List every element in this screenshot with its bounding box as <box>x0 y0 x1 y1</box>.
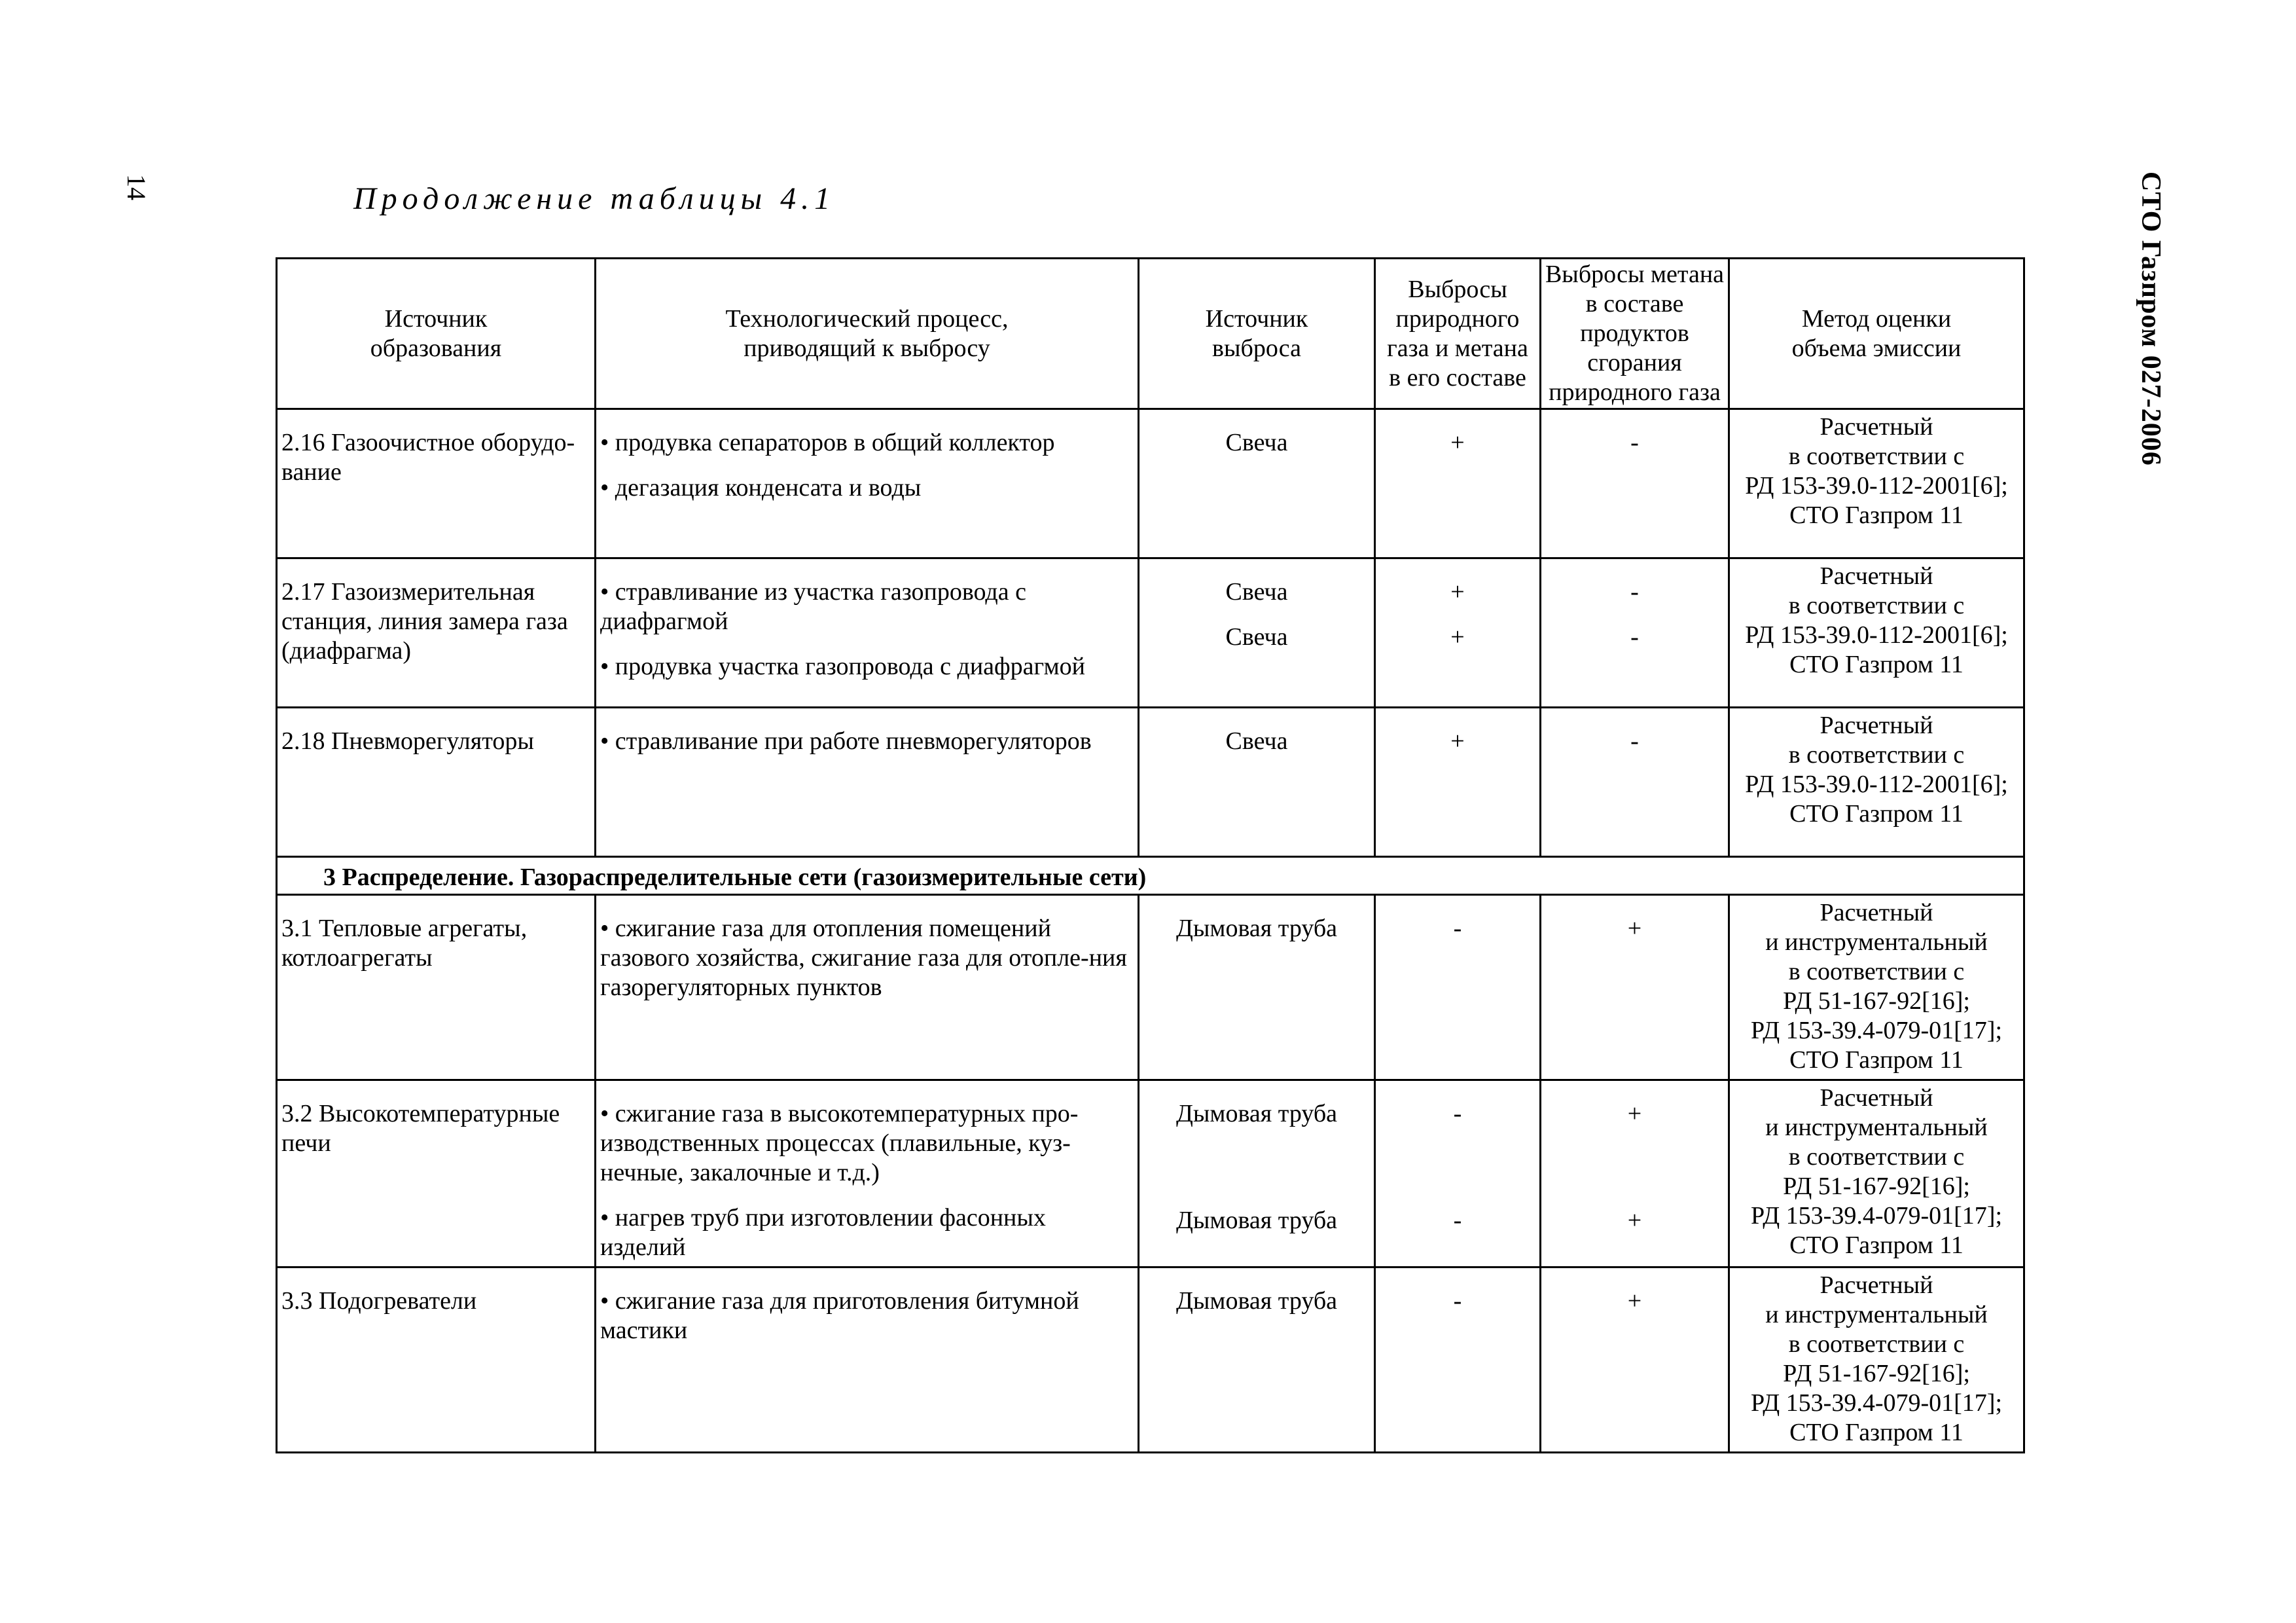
method-line: РД 153-39.0-112-2001[6]; <box>1745 472 2008 500</box>
process-cell <box>596 708 1139 857</box>
methane-cell <box>1541 1080 1729 1267</box>
emitter-cell <box>1139 558 1375 708</box>
process-item: • сжигание газа в высокотемпературных про-изводственных процессах (плавильные, куз-нечные, закалочные и т.д.) <box>600 1100 1079 1186</box>
table-row <box>277 558 2024 708</box>
method-line: СТО Газпром 11 <box>1789 651 1964 678</box>
method-line: РД 153-39.0-112-2001[6]; <box>1745 621 2008 649</box>
header-methane-emissions: Выбросы метана в составе продуктов сгорания природного газа <box>1541 259 1729 409</box>
method-cell <box>1729 1267 2024 1453</box>
method-cell <box>1729 708 2024 857</box>
process-cell <box>596 558 1139 708</box>
process-cell <box>596 409 1139 558</box>
gas-value: + <box>1450 578 1465 606</box>
gas-cell: + <box>1375 409 1541 558</box>
method-cell <box>1729 895 2024 1080</box>
gas-value: + <box>1450 623 1465 651</box>
process-item: • сжигание газа для отопления помещений газового хозяйства, сжигание газа для отопле-ния газорегуляторных пунктов <box>600 915 1127 1001</box>
method-line: СТО Газпром 11 <box>1789 1419 1964 1446</box>
emitter-cell <box>1139 1080 1375 1267</box>
method-cell <box>1729 1080 2024 1267</box>
methane-cell <box>1541 558 1729 708</box>
source-cell: 2.18 Пневморегуляторы <box>277 708 596 857</box>
source-cell: 2.16 Газоочистное оборудо-вание <box>277 409 596 558</box>
table-row <box>277 1267 2024 1453</box>
method-line: РД 51-167-92[16]; <box>1783 1173 1970 1200</box>
method-line: и инструментальный <box>1765 1114 1988 1141</box>
methane-value: + <box>1627 1100 1642 1127</box>
method-line: в соответствии с <box>1788 1330 1965 1358</box>
method-line: РД 51-167-92[16]; <box>1783 1360 1970 1387</box>
methane-value: + <box>1627 1207 1642 1234</box>
process-item: • стравливание из участка газопровода с диафрагмой <box>600 578 1026 635</box>
header-process: Технологический процесс, приводящий к выбросу <box>596 259 1139 409</box>
table-row <box>277 708 2024 857</box>
gas-cell: + <box>1375 708 1541 857</box>
table-row <box>277 409 2024 558</box>
method-line: в соответствии с <box>1788 592 1965 619</box>
methane-cell: + <box>1541 895 1729 1080</box>
method-line: РД 153-39.4-079-01[17]; <box>1750 1202 2003 1230</box>
gas-value: - <box>1453 1100 1462 1127</box>
method-line: и инструментальный <box>1765 1301 1988 1328</box>
method-line: в соответствии с <box>1788 741 1965 769</box>
emitter-value: Свеча <box>1225 578 1288 606</box>
emissions-table <box>276 257 2025 1453</box>
gas-cell <box>1375 1080 1541 1267</box>
process-item: • дегазация конденсата и воды <box>600 474 922 501</box>
emitter-cell: Дымовая труба <box>1139 895 1375 1080</box>
process-item: • продувка сепараторов в общий коллектор <box>600 429 1055 456</box>
gas-cell: - <box>1375 895 1541 1080</box>
emitter-value: Дымовая труба <box>1175 1207 1338 1234</box>
emitter-cell: Свеча <box>1139 708 1375 857</box>
source-cell: 3.3 Подогреватели <box>277 1267 596 1453</box>
method-line: Расчетный <box>1820 413 1933 441</box>
section-row <box>277 857 2024 895</box>
section-heading: 3 Распределение. Газораспределительные сети (газоизмерительные сети) <box>277 857 2024 895</box>
method-line: РД 153-39.4-079-01[17]; <box>1750 1017 2003 1044</box>
method-line: РД 153-39.4-079-01[17]; <box>1750 1389 2003 1417</box>
method-line: в соответствии с <box>1788 1143 1965 1171</box>
document-code: СТО Газпром 027-2006 <box>2136 172 2166 466</box>
emitter-cell: Дымовая труба <box>1139 1267 1375 1453</box>
method-line: в соответствии с <box>1788 443 1965 470</box>
header-method: Метод оценки объема эмиссии <box>1729 259 2024 409</box>
process-cell <box>596 895 1139 1080</box>
methane-cell: - <box>1541 708 1729 857</box>
table-caption: Продолжение таблицы 4.1 <box>353 181 836 216</box>
methane-value: - <box>1630 623 1639 651</box>
process-item: • продувка участка газопровода с диафрагмой <box>600 653 1085 680</box>
emitter-value: Свеча <box>1225 623 1288 651</box>
method-line: СТО Газпром 11 <box>1789 800 1964 828</box>
gas-cell: - <box>1375 1267 1541 1453</box>
gas-value: - <box>1453 1207 1462 1234</box>
method-line: Расчетный <box>1820 899 1933 926</box>
source-cell: 3.2 Высокотемпературные печи <box>277 1080 596 1267</box>
method-line: СТО Газпром 11 <box>1789 1231 1964 1259</box>
header-emitter: Источник выброса <box>1139 259 1375 409</box>
method-line: Расчетный <box>1820 712 1933 739</box>
table-row <box>277 1080 2024 1267</box>
table-row <box>277 895 2024 1080</box>
method-cell <box>1729 409 2024 558</box>
emitter-value: Дымовая труба <box>1175 1100 1338 1127</box>
process-item: • стравливание при работе пневморегуляторов <box>600 727 1092 755</box>
emitter-cell: Свеча <box>1139 409 1375 558</box>
source-cell: 2.17 Газоизмерительная станция, линия замера газа (диафрагма) <box>277 558 596 708</box>
method-line: Расчетный <box>1820 1084 1933 1112</box>
method-cell <box>1729 558 2024 708</box>
header-row <box>277 259 2024 409</box>
process-item: • нагрев труб при изготовлении фасонных изделий <box>600 1204 1046 1261</box>
method-line: РД 153-39.0-112-2001[6]; <box>1745 771 2008 798</box>
method-line: в соответствии с <box>1788 958 1965 985</box>
methane-cell: + <box>1541 1267 1729 1453</box>
gas-cell <box>1375 558 1541 708</box>
process-cell <box>596 1080 1139 1267</box>
page-number: 14 <box>122 174 151 200</box>
method-line: РД 51-167-92[16]; <box>1783 987 1970 1015</box>
source-cell: 3.1 Тепловые агрегаты, котлоагрегаты <box>277 895 596 1080</box>
methane-value: - <box>1630 578 1639 606</box>
process-cell <box>596 1267 1139 1453</box>
method-line: СТО Газпром 11 <box>1789 1046 1964 1074</box>
header-gas-emissions: Выбросы природного газа и метана в его составе <box>1375 259 1541 409</box>
process-item: • сжигание газа для приготовления битумной мастики <box>600 1287 1079 1344</box>
header-source: Источник образования <box>277 259 596 409</box>
method-line: Расчетный <box>1820 562 1933 590</box>
method-line: и инструментальный <box>1765 928 1988 956</box>
method-line: Расчетный <box>1820 1271 1933 1299</box>
methane-cell: - <box>1541 409 1729 558</box>
method-line: СТО Газпром 11 <box>1789 501 1964 529</box>
